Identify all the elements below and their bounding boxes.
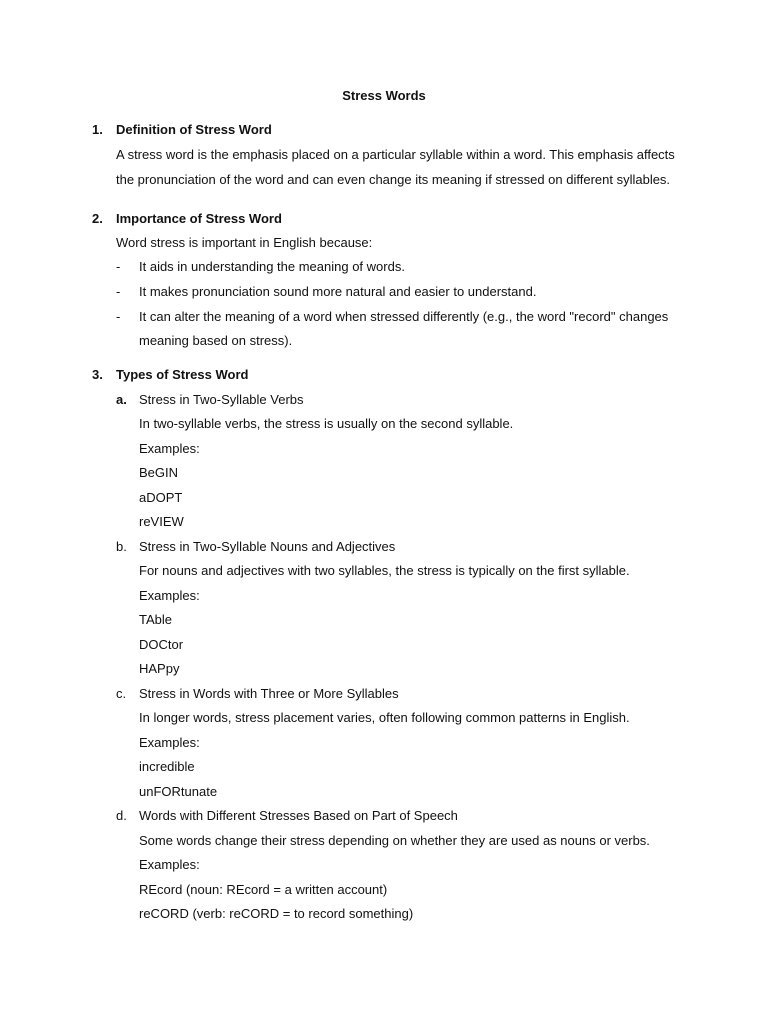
example-word: reVIEW [139, 514, 184, 529]
subsection-heading: Stress in Words with Three or More Syllables [139, 686, 399, 701]
example-word: incredible [139, 759, 195, 774]
subsection-marker: a. [116, 392, 127, 407]
bullet-marker: - [116, 284, 121, 299]
examples-label: Examples: [139, 441, 200, 456]
example-word: REcord (noun: REcord = a written account) [139, 882, 388, 897]
paragraph-line: A stress word is the emphasis placed on a particular syllable within a word. This emphasis affects [116, 147, 675, 162]
bullet-text: It makes pronunciation sound more natural and easier to understand. [139, 284, 537, 299]
example-word: HAPpy [139, 661, 180, 676]
bullet-text: It can alter the meaning of a word when stressed differently (e.g., the word "record" changes [139, 309, 669, 324]
section-heading: Importance of Stress Word [116, 211, 282, 226]
examples-label: Examples: [139, 588, 200, 603]
subsection-marker: b. [116, 539, 127, 554]
subsection-description: In two-syllable verbs, the stress is usually on the second syllable. [139, 416, 514, 431]
examples-label: Examples: [139, 857, 200, 872]
section-number: 2. [92, 211, 103, 226]
section-number: 1. [92, 122, 103, 137]
subsection-description: Some words change their stress depending on whether they are used as nouns or verbs. [139, 833, 650, 848]
bullet-marker: - [116, 259, 121, 274]
bullet-text: meaning based on stress). [139, 333, 293, 348]
bullet-marker: - [116, 309, 121, 324]
subsection-heading: Stress in Two-Syllable Verbs [139, 392, 304, 407]
example-word: TAble [139, 612, 172, 627]
example-word: aDOPT [139, 490, 183, 505]
section-heading: Types of Stress Word [116, 367, 249, 382]
section-number: 3. [92, 367, 103, 382]
subsection-description: In longer words, stress placement varies, often following common patterns in English. [139, 710, 630, 725]
example-word: reCORD (verb: reCORD = to record something) [139, 906, 414, 921]
section-heading: Definition of Stress Word [116, 122, 272, 137]
subsection-marker: c. [116, 686, 127, 701]
paragraph-line: the pronunciation of the word and can even change its meaning if stressed on different syllables. [116, 172, 671, 187]
subsection-description: For nouns and adjectives with two syllables, the stress is typically on the first syllable. [139, 563, 630, 578]
bullet-text: It aids in understanding the meaning of words. [139, 259, 405, 274]
examples-label: Examples: [139, 735, 200, 750]
subsection-marker: d. [116, 808, 127, 823]
example-word: BeGIN [139, 465, 179, 480]
example-word: DOCtor [139, 637, 184, 652]
subsection-heading: Words with Different Stresses Based on Part of Speech [139, 808, 458, 823]
example-word: unFORtunate [139, 784, 218, 799]
subsection-heading: Stress in Two-Syllable Nouns and Adjectives [139, 539, 396, 554]
document-title: Stress Words [342, 88, 426, 103]
section-intro: Word stress is important in English because: [116, 235, 373, 250]
